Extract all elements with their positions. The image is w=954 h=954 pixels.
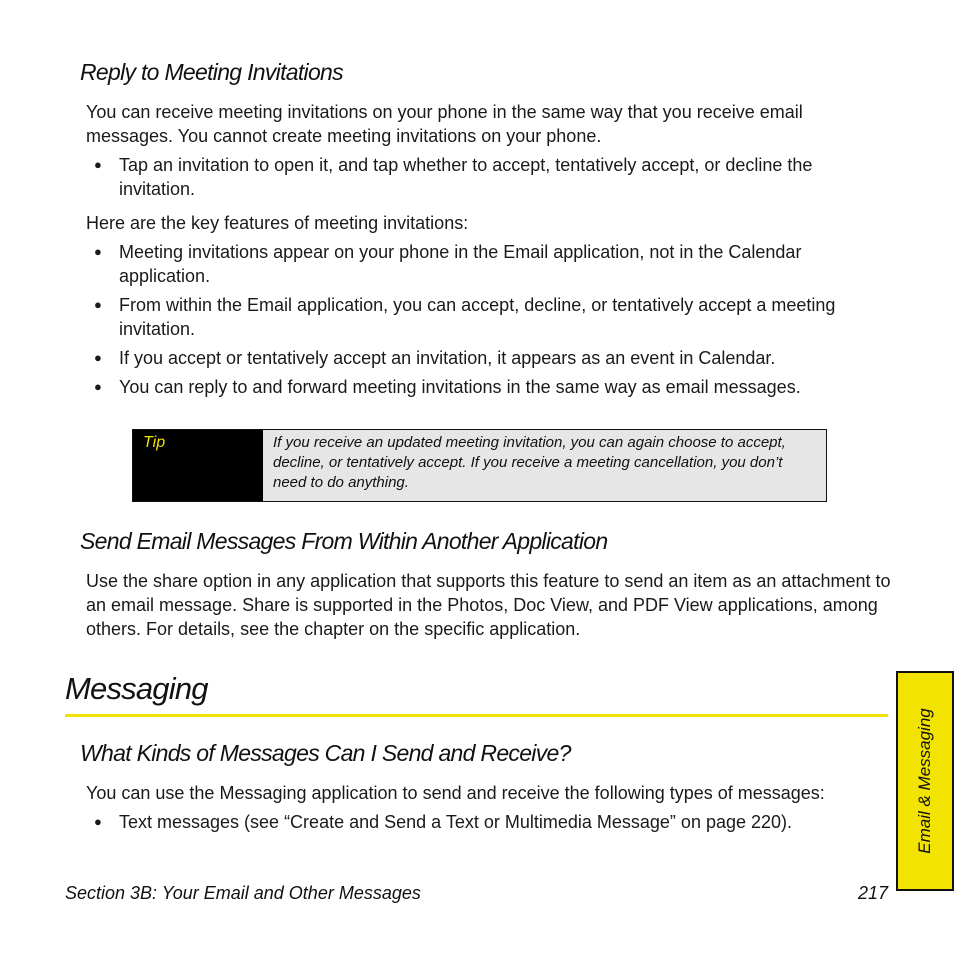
side-tab xyxy=(896,671,954,891)
page-number: 217 xyxy=(857,883,888,903)
section-heading-message-kinds: What Kinds of Messages Can I Send and Receive? xyxy=(80,740,571,766)
section-heading-reply-meeting: Reply to Meeting Invitations xyxy=(80,59,343,85)
bullet-item: ● From within the Email application, you can accept, decline, or tentatively accept a meeting invitation. xyxy=(94,295,836,339)
tip-label: Tip xyxy=(133,430,263,501)
section-heading-send-email: Send Email Messages From Within Another Application xyxy=(80,528,608,554)
bullet-item: ● Meeting invitations appear on your phone in the Email application, not in the Calendar application. xyxy=(94,242,802,286)
tip-box xyxy=(132,429,827,502)
bullet-icon: ● xyxy=(94,297,102,312)
paragraph: You can receive meeting invitations on your phone in the same way that you receive email messages. You cannot create meeting invitations on your phone. xyxy=(86,102,803,146)
bullet-icon: ● xyxy=(94,379,102,394)
bullet-item: ● Text messages (see “Create and Send a Text or Multimedia Message” on page 220). xyxy=(94,812,793,832)
title-underline xyxy=(65,714,888,717)
paragraph: Here are the key features of meeting invitations: xyxy=(86,213,469,233)
chapter-title: Messaging xyxy=(65,671,208,706)
side-tab-label: Email & Messaging xyxy=(915,708,934,854)
tip-text: If you receive an updated meeting invitation, you can again choose to accept, decline, or tentatively accept. If you receive a meeting cancellation, you don’t need to do anything. xyxy=(273,434,786,491)
bullet-icon: ● xyxy=(94,244,102,259)
paragraph: You can use the Messaging application to send and receive the following types of messages: xyxy=(86,783,825,803)
bullet-icon: ● xyxy=(94,350,102,365)
bullet-icon: ● xyxy=(94,814,102,829)
footer-section: Section 3B: Your Email and Other Messages xyxy=(65,883,421,903)
bullet-item: ● Tap an invitation to open it, and tap whether to accept, tentatively accept, or decline the invitation. xyxy=(94,155,813,199)
paragraph: Use the share option in any application that supports this feature to send an item as an attachment to an email message. Share is supported in the Photos, Doc View, and PDF View applications, among others. For details, see the chapter on the specific application. xyxy=(86,571,891,639)
bullet-item: ● If you accept or tentatively accept an invitation, it appears as an event in Calendar. xyxy=(94,348,776,368)
bullet-icon: ● xyxy=(94,157,102,172)
bullet-item: ● You can reply to and forward meeting invitations in the same way as email messages. xyxy=(94,377,801,397)
